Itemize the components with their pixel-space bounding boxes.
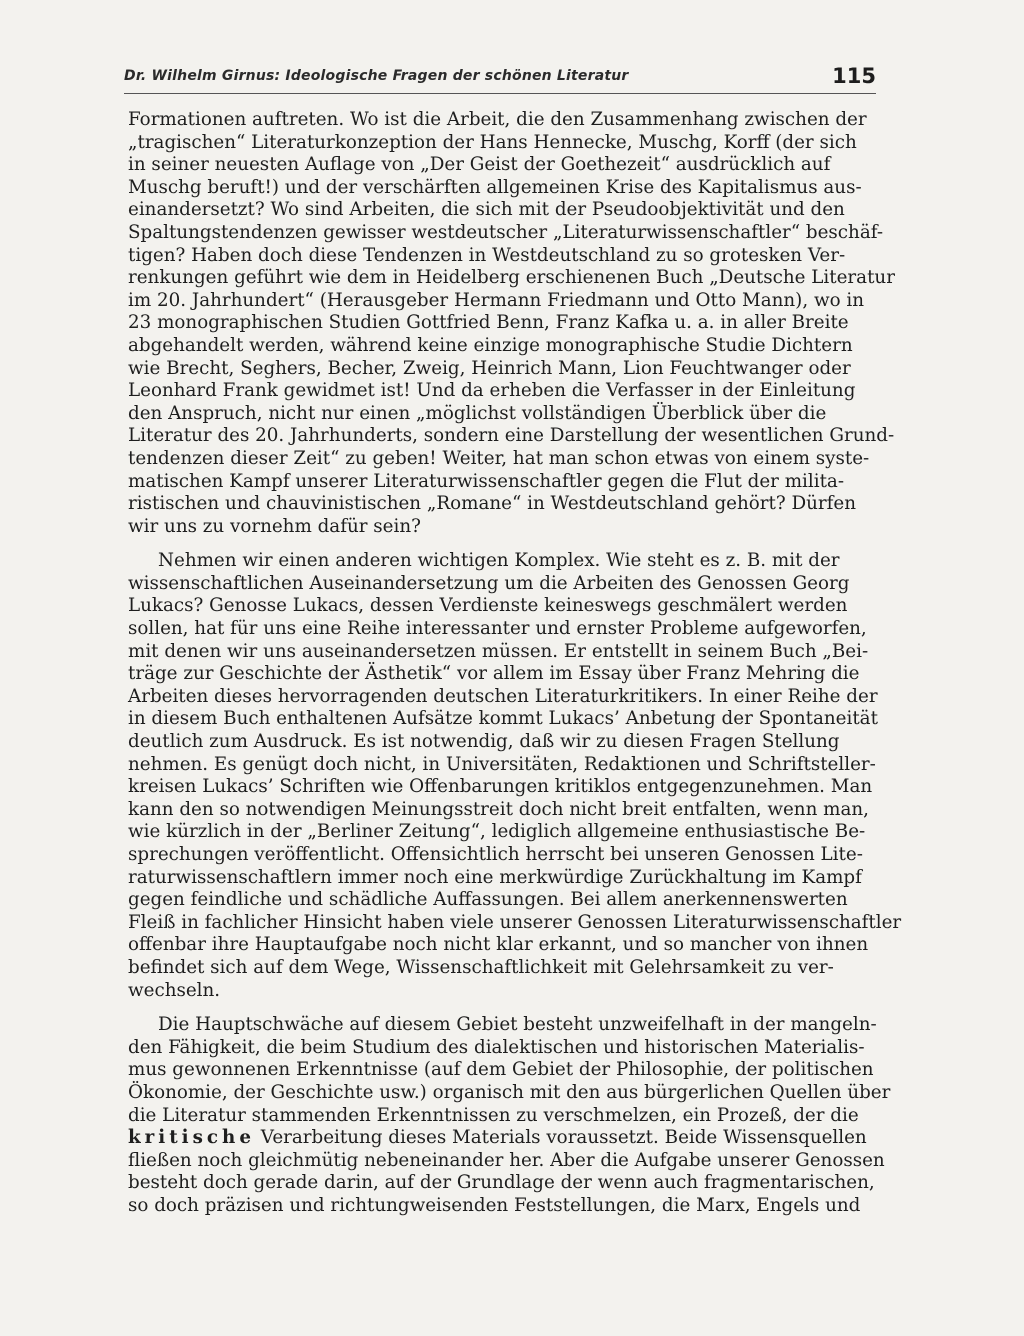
text-line: träge zur Geschichte der Ästhetik“ vor allem im Essay über Franz Mehring die	[128, 663, 860, 685]
text-line: tendenzen dieser Zeit“ zu geben! Weiter, hat man schon etwas von einem syste-	[128, 447, 870, 469]
text-line: deutlich zum Ausdruck. Es ist notwendig, daß wir zu diesen Fragen Stellung	[128, 731, 840, 753]
text-line: 23 monographischen Studien Gottfried Benn, Franz Kafka u. a. in aller Breite	[128, 312, 849, 334]
text-line: mus gewonnenen Erkenntnisse (auf dem Gebiet der Philosophie, der politischen	[128, 1059, 874, 1081]
emphasized-word: kritische	[128, 1127, 255, 1149]
text-line: Lukacs? Genosse Lukacs, dessen Verdienste keineswegs geschmälert werden	[128, 595, 848, 617]
text-line: tigen? Haben doch diese Tendenzen in Westdeutschland zu so grotesken Ver-	[128, 244, 846, 266]
emphasis-line-rest: Verarbeitung dieses Materials voraussetzt. Beide Wissensquellen	[254, 1127, 867, 1149]
body-text	[128, 109, 902, 1218]
text-line: befindet sich auf dem Wege, Wissenschaftlichkeit mit Gelehrsamkeit zu ver-	[128, 956, 834, 978]
running-title: Dr. Wilhelm Girnus: Ideologische Fragen der schönen Literatur	[124, 68, 629, 84]
text-line: so doch präzisen und richtungweisenden Feststellungen, die Marx, Engels und	[128, 1194, 861, 1216]
text-line: kreisen Lukacs’ Schriften wie Offenbarungen kritiklos entgegenzunehmen. Man	[128, 776, 873, 798]
text-line: mit denen wir uns auseinandersetzen müssen. Er entstellt in seinem Buch „Bei-	[128, 640, 869, 662]
text-line: nehmen. Es genügt doch nicht, in Universitäten, Redaktionen und Schriftsteller-	[128, 753, 876, 775]
text-line: fließen noch gleichmütig nebeneinander her. Aber die Aufgabe unserer Genossen	[128, 1149, 885, 1171]
paragraph-3	[128, 1014, 891, 1217]
text-line: Leonhard Frank gewidmet ist! Und da erheben die Verfasser in der Einleitung	[128, 380, 856, 402]
text-line: im 20. Jahrhundert“ (Herausgeber Hermann Friedmann und Otto Mann), wo in	[128, 289, 865, 311]
text-line: wie kürzlich in der „Berliner Zeitung“, lediglich allgemeine enthusiastische Be-	[128, 821, 866, 843]
text-line: offenbar ihre Hauptaufgabe noch nicht klar erkannt, und so mancher von ihnen	[128, 934, 869, 956]
text-line: Ökonomie, der Geschichte usw.) organisch mit den aus bürgerlichen Quellen über	[128, 1081, 891, 1103]
text-line: einandersetzt? Wo sind Arbeiten, die sich mit der Pseudoobjektivität und den	[128, 199, 845, 221]
text-line: gegen feindliche und schädliche Auffassungen. Bei allem anerkennenswerten	[128, 889, 848, 911]
text-line: besteht doch gerade darin, auf der Grundlage der wenn auch fragmentarischen,	[128, 1172, 875, 1194]
text-line: Die Hauptschwäche auf diesem Gebiet besteht unzweifelhaft in der mangeln-	[158, 1014, 877, 1036]
text-line: Arbeiten dieses hervorragenden deutschen Literaturkritikers. In einer Reihe der	[128, 685, 878, 707]
text-line: den Fähigkeit, die beim Studium des dialektischen und historischen Materialis-	[128, 1036, 865, 1058]
text-line: Fleiß in fachlicher Hinsicht haben viele unserer Genossen Literaturwissenschaftler	[128, 911, 902, 933]
page-number: 115	[832, 64, 876, 88]
paragraph-2	[128, 550, 902, 1002]
text-line: kann den so notwendigen Meinungsstreit doch nicht breit entfalten, wenn man,	[128, 798, 869, 820]
text-line: wissenschaftlichen Auseinandersetzung um die Arbeiten des Genossen Georg	[128, 572, 850, 594]
text-line: matischen Kampf unserer Literaturwissenschaftler gegen die Flut der milita-	[128, 470, 845, 492]
text-line: „tragischen“ Literaturkonzeption der Hans Hennecke, Muschg, Korff (der sich	[128, 131, 857, 153]
text-line: Muschg beruft!) und der verschärften allgemeinen Krise des Kapitalismus aus-	[128, 176, 862, 198]
text-line: Spaltungstendenzen gewisser westdeutscher „Literaturwissenschaftler“ beschäf-	[128, 221, 884, 243]
text-line: ristischen und chauvinistischen „Romane“ in Westdeutschland gehört? Dürfen	[128, 493, 856, 515]
text-line: den Anspruch, nicht nur einen „möglichst vollständigen Überblick über die	[128, 402, 827, 424]
text-line: die Literatur stammenden Erkenntnissen zu verschmelzen, ein Prozeß, der die	[128, 1104, 859, 1126]
text-line: raturwissenschaftlern immer noch eine merkwürdige Zurückhaltung im Kampf	[128, 866, 862, 888]
text-line: Nehmen wir einen anderen wichtigen Komplex. Wie steht es z. B. mit der	[158, 550, 840, 572]
text-line: abgehandelt werden, während keine einzige monographische Studie Dichtern	[128, 334, 853, 356]
text-line-emphasis	[128, 1127, 876, 1150]
text-line: Formationen auftreten. Wo ist die Arbeit, die den Zusammenhang zwischen der	[128, 109, 867, 130]
text-line: Literatur des 20. Jahrhunderts, sondern eine Darstellung der wesentlichen Grund-	[128, 425, 895, 447]
header-rule	[124, 93, 876, 94]
text-line: wir uns zu vornehm dafür sein?	[128, 515, 421, 537]
text-line: wechseln.	[128, 979, 221, 1001]
paragraph-1	[128, 109, 895, 538]
text-line: in seiner neuesten Auflage von „Der Geist der Goethezeit“ ausdrücklich auf	[128, 154, 831, 176]
running-header	[124, 66, 876, 94]
text-line: sprechungen veröffentlicht. Offensichtlich herrscht bei unseren Genossen Lite-	[128, 844, 863, 865]
text-line: in diesem Buch enthaltenen Aufsätze kommt Lukacs’ Anbetung der Spontaneität	[128, 708, 878, 730]
text-line: wie Brecht, Seghers, Becher, Zweig, Heinrich Mann, Lion Feuchtwanger oder	[128, 357, 851, 379]
text-line: renkungen geführt wie dem in Heidelberg erschienenen Buch „Deutsche Literatur	[128, 267, 895, 289]
text-line: sollen, hat für uns eine Reihe interessanter und ernster Probleme aufgeworfen,	[128, 618, 867, 640]
